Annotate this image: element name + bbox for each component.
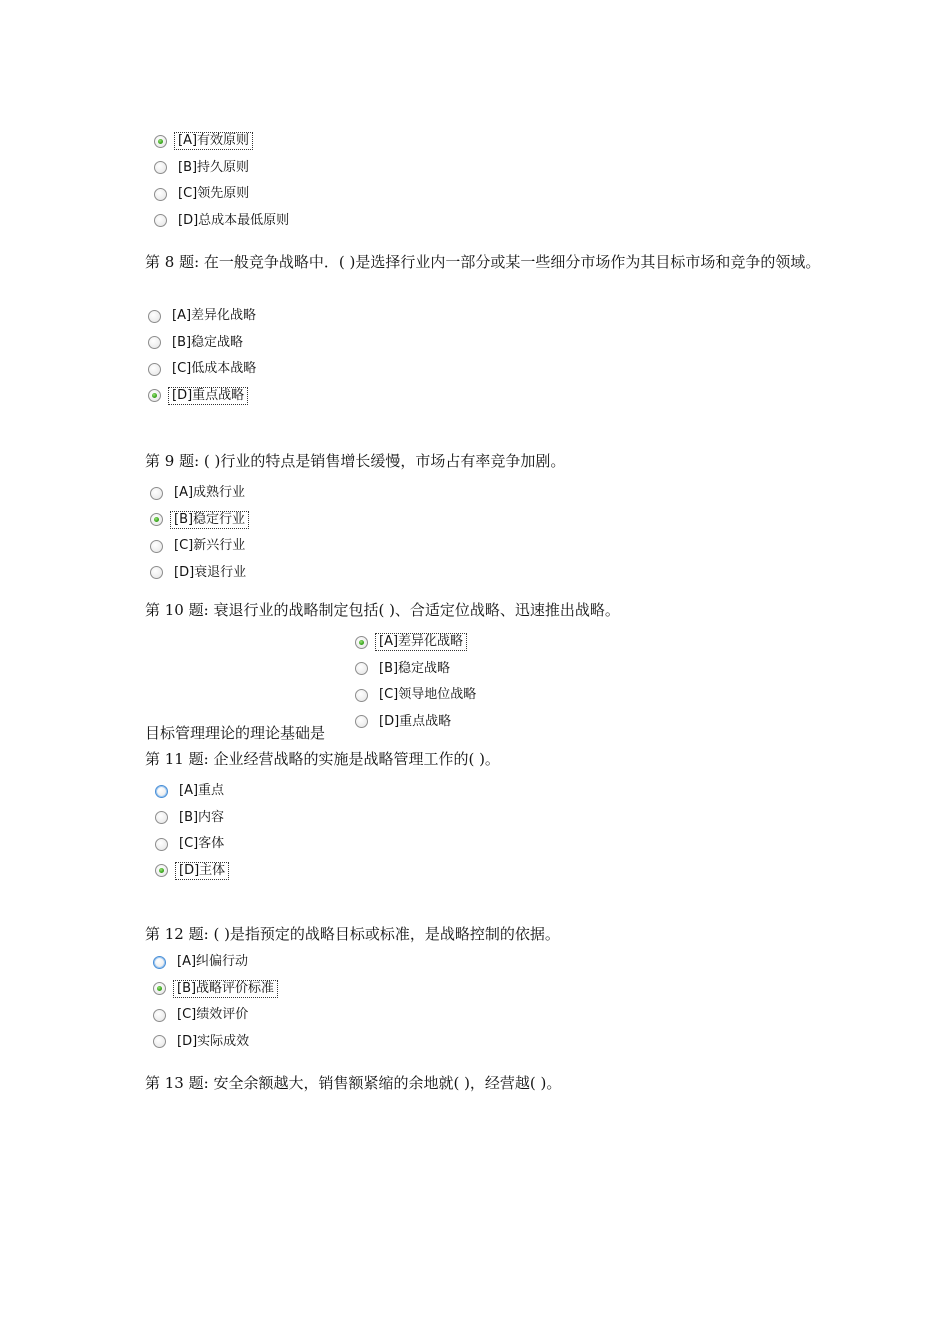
q8-option-c[interactable]	[148, 359, 260, 379]
q7-option-c[interactable]	[154, 184, 253, 204]
option-label[interactable]: [D]总成本最低原则	[178, 212, 290, 228]
q9-option-d[interactable]	[150, 563, 250, 583]
option-label[interactable]: [D]主体	[175, 862, 229, 880]
q8-option-b[interactable]	[148, 333, 247, 353]
radio-button[interactable]	[155, 785, 168, 798]
radio-button[interactable]	[148, 363, 161, 376]
q10-option-a[interactable]	[355, 632, 467, 652]
radio-button[interactable]	[148, 389, 161, 402]
option-label[interactable]: [C]领先原则	[178, 186, 250, 201]
radio-button[interactable]	[355, 689, 368, 702]
option-label[interactable]: [A]成熟行业	[174, 485, 246, 500]
option-label[interactable]: [D]重点战略	[168, 387, 248, 405]
q11-text: 第 11 题: 企业经营战略的实施是战略管理工作的( )。	[145, 750, 500, 768]
q9-option-b[interactable]	[150, 510, 249, 530]
q10-option-b[interactable]	[355, 659, 454, 679]
radio-button[interactable]	[155, 864, 168, 877]
q12-option-b[interactable]	[153, 979, 278, 999]
option-label[interactable]: [B]战略评价标准	[173, 980, 278, 998]
radio-button[interactable]	[153, 982, 166, 995]
q12-option-a[interactable]	[153, 952, 252, 972]
q10-option-d[interactable]	[355, 712, 455, 732]
q8-text: 第 8 题: 在一般竞争战略中．( )是选择行业内一部分或某一些细分市场作为其目标市场和竞争的领域。	[145, 253, 821, 271]
radio-button[interactable]	[150, 566, 163, 579]
radio-button[interactable]	[148, 336, 161, 349]
q10-text: 第 10 题: 衰退行业的战略制定包括( )、合适定位战略、迅速推出战略。	[145, 601, 620, 619]
option-label[interactable]: [A]差异化战略	[172, 308, 257, 323]
q13-text: 第 13 题: 安全余额越大，销售额紧缩的余地就( )，经营越( )。	[145, 1074, 562, 1092]
q8-option-a[interactable]	[148, 306, 260, 326]
q11-option-b[interactable]	[155, 808, 228, 828]
q7-option-d[interactable]	[154, 211, 293, 231]
radio-button[interactable]	[155, 811, 168, 824]
q10-option-c[interactable]	[355, 685, 480, 705]
option-label[interactable]: [B]持久原则	[178, 159, 250, 175]
radio-button[interactable]	[154, 188, 167, 201]
q8-option-d[interactable]	[148, 386, 248, 406]
q9-option-a[interactable]	[150, 483, 249, 503]
radio-button[interactable]	[150, 487, 163, 500]
q12-text: 第 12 题: ( )是指预定的战略目标或标准，是战略控制的依据。	[145, 925, 560, 943]
option-label[interactable]: [B]内容	[179, 809, 225, 825]
option-label[interactable]: [B]稳定战略	[172, 334, 244, 350]
stray-question-text: 目标管理理论的理论基础是	[145, 724, 326, 742]
q12-option-d[interactable]	[153, 1032, 253, 1052]
option-label[interactable]: [C]低成本战略	[172, 361, 257, 376]
q11-option-c[interactable]	[155, 834, 228, 854]
option-label[interactable]: [B]稳定战略	[379, 660, 451, 676]
radio-button[interactable]	[150, 540, 163, 553]
radio-button[interactable]	[355, 636, 368, 649]
radio-button[interactable]	[155, 838, 168, 851]
radio-button[interactable]	[154, 161, 167, 174]
q11-option-d[interactable]	[155, 861, 229, 881]
radio-button[interactable]	[153, 1009, 166, 1022]
option-label[interactable]: [A]差异化战略	[375, 633, 467, 651]
q11-option-a[interactable]	[155, 781, 228, 801]
option-label[interactable]: [C]绩效评价	[177, 1007, 249, 1022]
q7-option-a[interactable]	[154, 131, 253, 151]
radio-button[interactable]	[355, 662, 368, 675]
option-label[interactable]: [A]纠偏行动	[177, 954, 249, 969]
option-label[interactable]: [D]衰退行业	[174, 564, 247, 580]
option-label[interactable]: [A]有效原则	[174, 132, 253, 150]
option-label[interactable]: [C]领导地位战略	[379, 687, 477, 702]
radio-button[interactable]	[150, 513, 163, 526]
option-label[interactable]: [B]稳定行业	[170, 511, 249, 529]
q7-option-b[interactable]	[154, 158, 253, 178]
radio-button[interactable]	[153, 1035, 166, 1048]
radio-button[interactable]	[153, 956, 166, 969]
option-label[interactable]: [D]实际成效	[177, 1033, 250, 1049]
option-label[interactable]: [A]重点	[179, 783, 225, 798]
radio-button[interactable]	[154, 135, 167, 148]
q12-option-c[interactable]	[153, 1005, 252, 1025]
option-label[interactable]: [D]重点战略	[379, 713, 452, 729]
q9-text: 第 9 题: ( )行业的特点是销售增长缓慢，市场占有率竞争加剧。	[145, 452, 566, 470]
radio-button[interactable]	[154, 214, 167, 227]
radio-button[interactable]	[148, 310, 161, 323]
option-label[interactable]: [C]客体	[179, 836, 225, 851]
q9-option-c[interactable]	[150, 536, 249, 556]
option-label[interactable]: [C]新兴行业	[174, 538, 246, 553]
